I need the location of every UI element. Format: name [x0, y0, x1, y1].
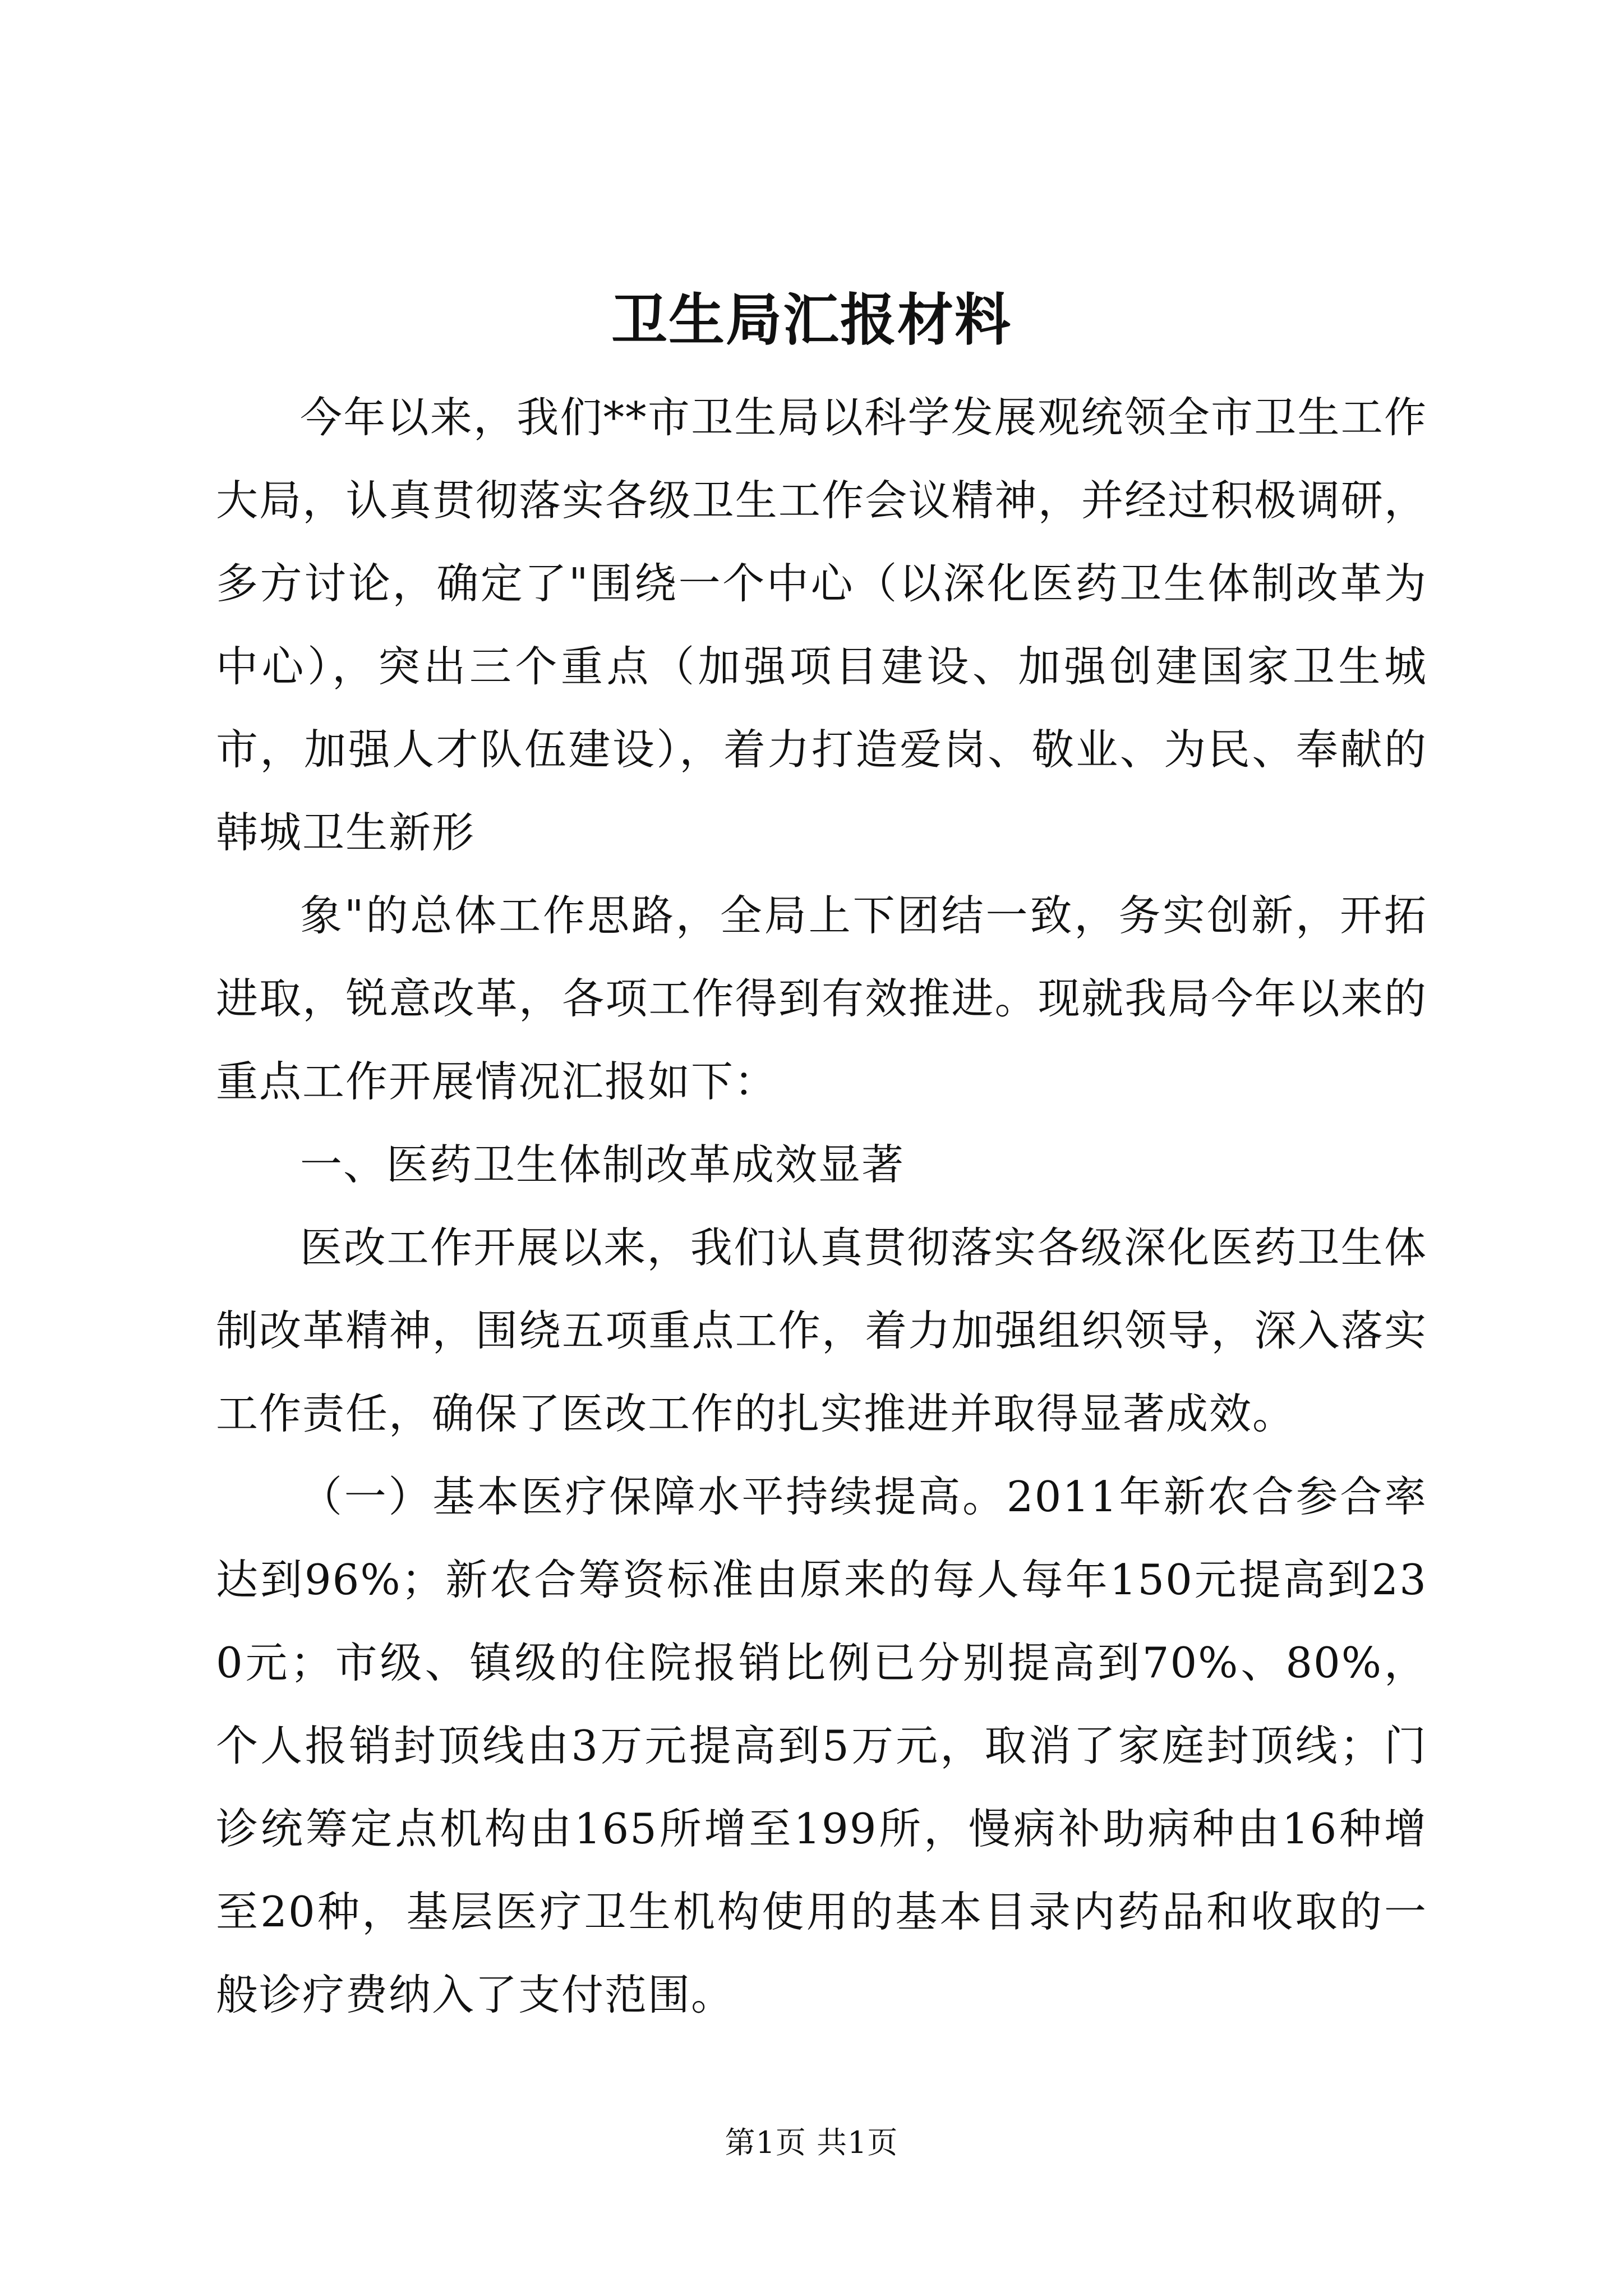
- paragraph-intro-continued: 象"的总体工作思路，全局上下团结一致，务实创新，开拓进取，锐意改革，各项工作得到有效推进。现就我局今年以来的重点工作开展情况汇报如下：: [216, 891, 1427, 1106]
- paragraph-medical-insurance: （一）基本医疗保障水平持续提高。2011年新农合参合率达到96%；新农合筹资标准由原来的每人每年150元提高到230元；市级、镇级的住院报销比例已分别提高到70%、80%，个人报销封顶线由3万元提高到5万元，取消了家庭封顶线；门诊统筹定点机构由165所增至199所，慢病补助病种由16种增至20种，基层医疗卫生机构使用的基本目录内药品和收取的一般诊疗费纳入了支付范围。: [216, 1472, 1427, 2019]
- section-heading-1: 一、医药卫生体制改革成效显著: [300, 1140, 905, 1189]
- page-footer: 第1页 共1页: [725, 2125, 898, 2160]
- document-title: 卫生局汇报材料: [611, 287, 1012, 353]
- document-body: [216, 376, 1427, 2036]
- paragraph-reform: 医改工作开展以来，我们认真贯彻落实各级深化医药卫生体制改革精神，围绕五项重点工作，着力加强组织领导，深入落实工作责任，确保了医改工作的扎实推进并取得显著成效。: [216, 1223, 1427, 1438]
- paragraph-intro: 今年以来，我们**市卫生局以科学发展观统领全市卫生工作大局，认真贯彻落实各级卫生工作会议精神，并经过积极调研，多方讨论，确定了"围绕一个中心（以深化医药卫生体制改革为中心），突出三个重点（加强项目建设、加强创建国家卫生城市，加强人才队伍建设），着力打造爱岗、敬业、为民、奉献的韩城卫生新形: [216, 393, 1427, 857]
